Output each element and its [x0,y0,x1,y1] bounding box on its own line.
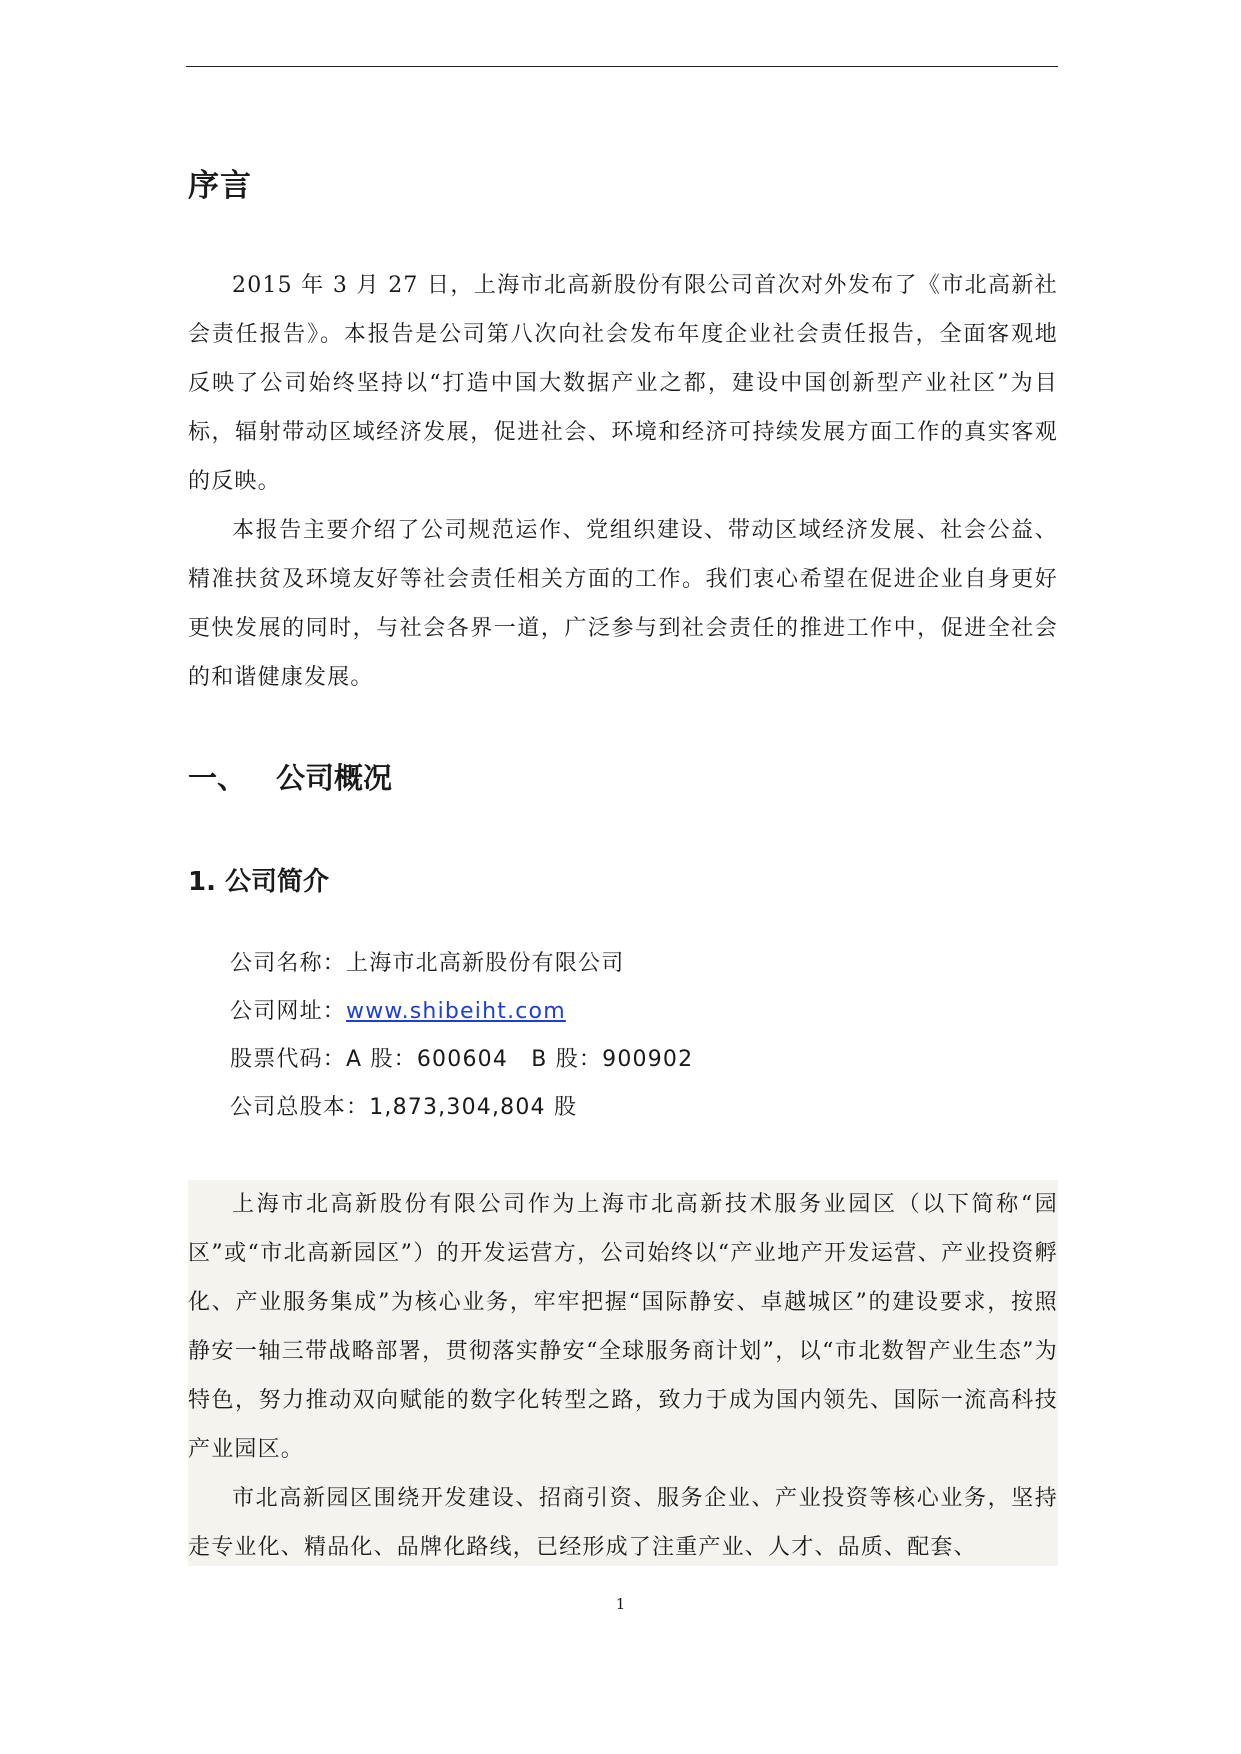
total-shares-row [230,1084,693,1132]
company-website-label: 公司网址： [230,999,347,1024]
section-heading-company-overview [188,756,392,800]
company-website-link[interactable]: www.shibeiht.com [346,999,566,1024]
page-number: 1 [615,1595,626,1613]
intro-paragraph-2: 市北高新园区围绕开发建设、招商引资、服务企业、产业投资等核心业务，坚持走专业化、精品化、品牌化路线，已经形成了注重产业、人才、品质、配套、 [188,1474,1058,1566]
company-info-block [230,940,693,1132]
total-shares-value: 1,873,304,804 股 [369,1095,578,1120]
stock-code-label: 股票代码： [230,1047,347,1072]
section-number: 一、 [188,761,247,795]
preface-paragraph-2: 本报告主要介绍了公司规范运作、党组织建设、带动区域经济发展、社会公益、精准扶贫及环境友好等社会责任相关方面的工作。我们衷心希望在促进企业自身更好更快发展的同时，与社会各界一道，广泛参与到社会责任的推进工作中，促进全社会的和谐健康发展。 [188,518,1058,690]
stock-code-row [230,1036,693,1084]
company-name-label: 公司名称： [230,951,347,976]
subsection-heading-company-profile: 1. 公司简介 [188,867,330,897]
section-title: 公司概况 [276,761,393,795]
total-shares-label: 公司总股本： [230,1095,370,1120]
company-name-row [230,940,693,988]
preface-title: 序言 [188,168,252,204]
intro-paragraph-1: 上海市北高新股份有限公司作为上海市北高新技术服务业园区（以下简称“园区”或“市北高新园区”）的开发运营方，公司始终以“产业地产开发运营、产业投资孵化、产业服务集成”为核心业务，牢牢把握“国际静安、卓越城区”的建设要求，按照静安一轴三带战略部署，贯彻落实静安“全球服务商计划”，以“市北数智产业生态”为特色，努力推动双向赋能的数字化转型之路，致力于成为国内领先、国际一流高科技产业园区。 [188,1180,1058,1474]
stock-code-value: A 股：600604 B 股：900902 [346,1047,694,1072]
header-rule [186,66,1058,67]
preface-paragraph-1: 2015 年 3 月 27 日，上海市北高新股份有限公司首次对外发布了《市北高新社会责任报告》。本报告是公司第八次向社会发布年度企业社会责任报告，全面客观地反映了公司始终坚持以“打造中国大数据产业之都，建设中国创新型产业社区”为目标，辐射带动区域经济发展，促进社会、环境和经济可持续发展方面工作的真实客观的反映。 [188,273,1058,494]
company-website-row [230,988,693,1036]
company-name-value: 上海市北高新股份有限公司 [346,951,625,976]
